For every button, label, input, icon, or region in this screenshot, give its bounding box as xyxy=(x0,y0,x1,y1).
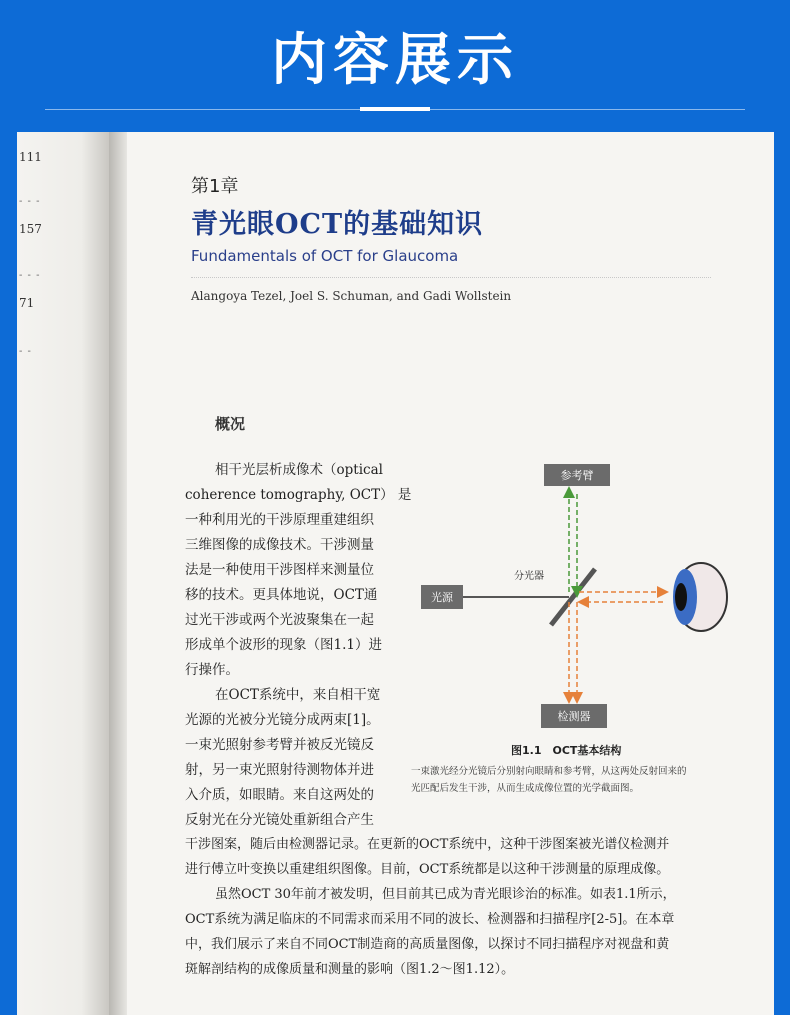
chapter-subtitle: Fundamentals of OCT for Glaucoma xyxy=(191,247,459,265)
eye-icon xyxy=(673,563,727,631)
banner xyxy=(0,0,790,132)
left-page-dash: - - - xyxy=(19,196,41,207)
right-page xyxy=(127,132,774,1015)
body-line: 相干光层析成像术（optical xyxy=(215,462,383,478)
body-line: 射，另一束光照射待测物体并进 xyxy=(185,762,374,778)
body-line: 在OCT系统中，来自相干宽 xyxy=(215,687,381,703)
book-gutter xyxy=(109,132,127,1015)
figure-caption-line: 一束激光经分光镜后分别射向眼睛和参考臂，从这两处反射回来的 xyxy=(411,766,687,777)
banner-title: 内容展示 xyxy=(271,28,519,93)
body-line: 进行傅立叶变换以重建组织图像。目前，OCT系统都是以这种干涉测量的原理成像。 xyxy=(185,862,670,877)
title-divider xyxy=(191,277,711,278)
body-line: coherence tomography, OCT） 是 xyxy=(185,487,412,503)
left-page-number: 111 xyxy=(19,150,42,164)
left-page-dash: - - xyxy=(19,346,32,357)
body-line: 一种利用光的干涉原理重建组织 xyxy=(185,512,374,528)
light-source-label: 光源 xyxy=(431,591,453,604)
figure-caption-line: 光匹配后发生干涉，从而生成成像位置的光学截面图。 xyxy=(411,783,640,794)
left-page-number: 157 xyxy=(19,222,42,236)
book-photo xyxy=(17,132,774,1015)
left-page-dash: - - - xyxy=(19,270,41,281)
body-line: 行操作。 xyxy=(185,662,239,678)
body-line: 三维图像的成像技术。干涉测量 xyxy=(185,537,374,553)
body-line: 虽然OCT 30年前才被发明，但目前其已成为青光眼诊治的标准。如表1.1所示， xyxy=(215,887,676,902)
body-line: 斑解剖结构的成像质量和测量的影响（图1.2～图1.12）。 xyxy=(185,962,515,977)
detector-label: 检测器 xyxy=(557,710,591,723)
body-line: 入介质，如眼睛。来自这两处的 xyxy=(185,787,374,803)
body-line: 反射光在分光镜处重新组合产生 xyxy=(185,812,374,828)
body-line: 过光干涉或两个光波聚集在一起 xyxy=(185,612,374,628)
left-page xyxy=(17,132,109,1015)
chapter-title: 青光眼OCT的基础知识 xyxy=(191,209,484,240)
section-title: 概况 xyxy=(215,415,246,433)
ref-arm-label: 参考臂 xyxy=(560,469,594,482)
left-page-number: 71 xyxy=(19,296,35,310)
chapter-authors: Alangoya Tezel, Joel S. Schuman, and Gadi Wollstein xyxy=(191,289,512,303)
body-line: 法是一种使用干涉图样来测量位 xyxy=(185,562,374,578)
body-line: 形成单个波形的现象（图1.1）进 xyxy=(185,637,382,653)
body-line: 移的技术。更具体地说，OCT通 xyxy=(185,587,378,603)
body-line: 干涉图案，随后由检测器记录。在更新的OCT系统中，这种干涉图案被光谱仪检测并 xyxy=(185,837,670,852)
body-line: 中，我们展示了来自不同OCT制造商的高质量图像，以探讨不同扫描程序对视盘和黄 xyxy=(185,937,670,952)
body-line: 光源的光被分光镜分成两束[1]。 xyxy=(185,712,380,728)
chapter-label: 第1章 xyxy=(191,176,239,197)
body-line: 一束光照射参考臂并被反光镜反 xyxy=(185,737,374,753)
beam-splitter-label: 分光器 xyxy=(514,571,544,582)
body-line: OCT系统为满足临床的不同需求而采用不同的波长、检测器和扫描程序[2-5]。在本章 xyxy=(185,912,675,927)
figure-caption-title: 图1.1 OCT基本结构 xyxy=(511,744,622,757)
banner-accent xyxy=(360,107,430,111)
